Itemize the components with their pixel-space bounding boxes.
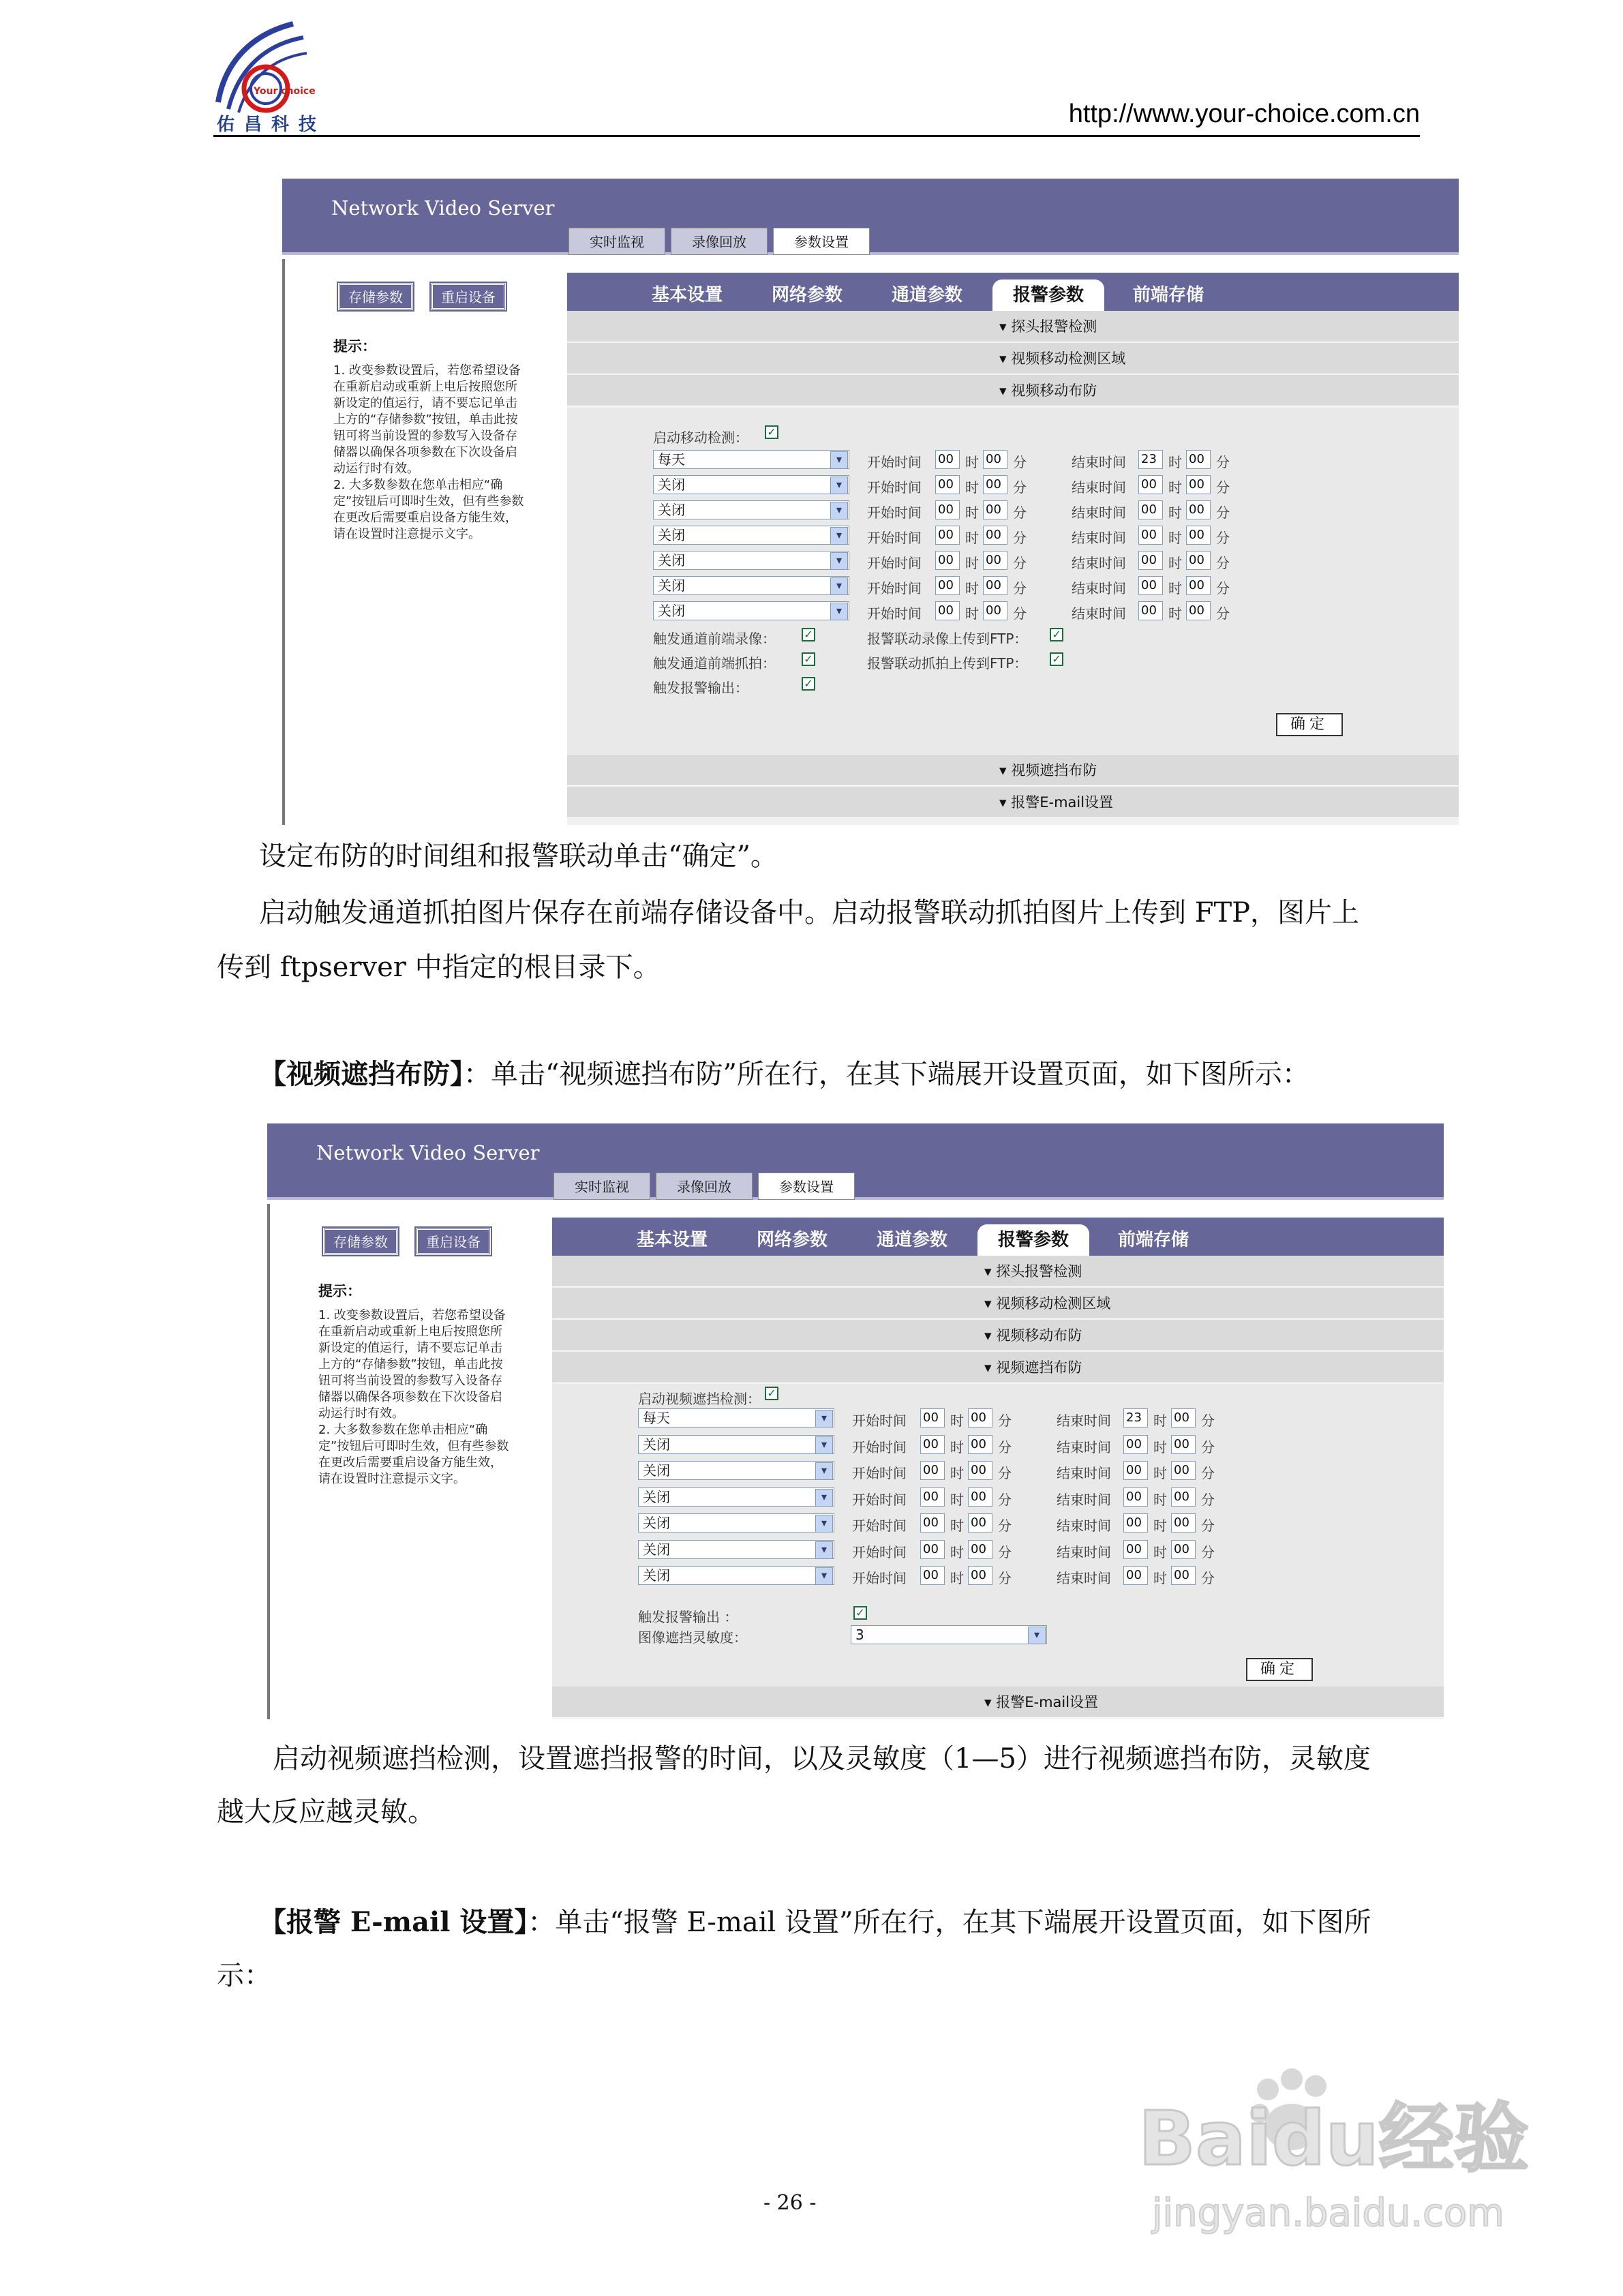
end-time-label: 结束时间 xyxy=(1072,580,1126,596)
ok-button[interactable]: 确定 xyxy=(1276,713,1343,736)
top-tabs xyxy=(568,228,870,255)
minute-unit: 分 xyxy=(998,1413,1012,1429)
reboot-button[interactable]: 重启设备 xyxy=(416,1228,491,1255)
minute-unit: 分 xyxy=(1201,1413,1215,1429)
start-time-label: 开始时间 xyxy=(852,1465,907,1481)
end-time-label: 结束时间 xyxy=(1057,1570,1111,1586)
accordion-email[interactable]: ▾ 报警E-mail设置 xyxy=(567,787,1459,818)
enable-motion-checkbox[interactable]: ✓ xyxy=(765,425,778,439)
minute-unit: 分 xyxy=(1216,555,1230,571)
end-hour-input[interactable]: 00 xyxy=(1123,1461,1148,1480)
start-time-label: 开始时间 xyxy=(852,1491,907,1508)
section-heading-tamper xyxy=(259,1058,1309,1091)
hour-unit: 时 xyxy=(1153,1543,1167,1560)
enable-tamper-checkbox[interactable]: ✓ xyxy=(765,1387,778,1400)
screenshot-tamper-arming xyxy=(267,1123,1444,1719)
hour-unit: 时 xyxy=(950,1438,964,1455)
screenshot-motion-arming xyxy=(282,179,1459,825)
enable-motion-label: 启动移动检测： xyxy=(653,429,748,446)
minute-unit: 分 xyxy=(1201,1570,1215,1586)
tab-playback[interactable]: 录像回放 xyxy=(656,1173,753,1200)
start-hour-input[interactable]: 00 xyxy=(920,1513,945,1532)
end-hour-input[interactable]: 23 xyxy=(1138,450,1163,469)
hour-unit: 时 xyxy=(1168,530,1182,546)
end-time-label: 结束时间 xyxy=(1057,1413,1111,1429)
end-minute-input[interactable]: 00 xyxy=(1186,601,1211,620)
hour-unit: 时 xyxy=(1153,1465,1167,1481)
accordion-label: 视频遮挡布防 xyxy=(1011,762,1097,779)
end-time-label: 结束时间 xyxy=(1057,1543,1111,1560)
accordion-label: 探头报警检测 xyxy=(996,1263,1082,1280)
end-minute-input[interactable]: 00 xyxy=(1171,1513,1196,1532)
hour-unit: 时 xyxy=(1168,504,1182,521)
nav-channel[interactable]: 通道参数 xyxy=(892,285,963,305)
start-minute-input[interactable]: 00 xyxy=(983,500,1007,519)
end-time-label: 结束时间 xyxy=(1057,1491,1111,1508)
start-time-label: 开始时间 xyxy=(867,605,922,622)
minute-unit: 分 xyxy=(1013,454,1027,470)
start-time-label: 开始时间 xyxy=(867,479,922,496)
end-minute-input[interactable]: 00 xyxy=(1186,500,1211,519)
end-minute-input[interactable]: 00 xyxy=(1186,526,1211,545)
hour-unit: 时 xyxy=(950,1491,964,1508)
minute-unit: 分 xyxy=(1201,1491,1215,1508)
header-divider xyxy=(213,135,1420,137)
accordion-tamper-arming[interactable]: ▾ 视频遮挡布防 xyxy=(567,755,1459,786)
minute-unit: 分 xyxy=(1013,580,1027,596)
start-minute-input[interactable]: 00 xyxy=(968,1408,992,1428)
hour-unit: 时 xyxy=(1168,555,1182,571)
hour-unit: 时 xyxy=(965,504,979,521)
nav-storage[interactable]: 前端存储 xyxy=(1133,285,1204,305)
start-minute-input[interactable]: 00 xyxy=(983,551,1007,570)
end-minute-input[interactable]: 00 xyxy=(1171,1540,1196,1559)
start-time-label: 开始时间 xyxy=(852,1517,907,1534)
company-name: 佑昌科技 xyxy=(217,115,327,135)
day-select[interactable]: 关闭 ▾ xyxy=(638,1461,834,1480)
heading-rest: ：单击“视频遮挡布防”所在行，在其下端展开设置页面，如下图所示： xyxy=(464,1059,1309,1090)
app-header xyxy=(282,179,1459,255)
hour-unit: 时 xyxy=(1153,1413,1167,1429)
start-hour-input[interactable]: 00 xyxy=(935,450,960,469)
nav-bar xyxy=(552,1218,1444,1256)
heading-bold: 【视频遮挡布防】 xyxy=(259,1058,464,1090)
sensitivity-label: 图像遮挡灵敏度： xyxy=(638,1629,747,1646)
tab-settings[interactable]: 参数设置 xyxy=(758,1173,855,1200)
nav-storage[interactable]: 前端存储 xyxy=(1118,1230,1189,1250)
nav-network[interactable]: 网络参数 xyxy=(772,285,843,305)
start-minute-input[interactable]: 00 xyxy=(968,1540,992,1559)
day-select[interactable]: 关闭 ▾ xyxy=(653,551,849,570)
end-minute-input[interactable]: 00 xyxy=(1171,1566,1196,1585)
end-hour-input[interactable]: 23 xyxy=(1123,1408,1148,1428)
hour-unit: 时 xyxy=(965,479,979,496)
ok-button[interactable]: 确定 xyxy=(1246,1658,1313,1681)
link-right-checkbox[interactable]: ✓ xyxy=(1050,652,1063,666)
hour-unit: 时 xyxy=(950,1570,964,1586)
minute-unit: 分 xyxy=(1013,530,1027,546)
minute-unit: 分 xyxy=(1013,479,1027,496)
start-hour-input[interactable]: 00 xyxy=(920,1435,945,1454)
nav-alarm[interactable]: 报警参数 xyxy=(992,280,1104,311)
heading-bold: 【报警 E-mail 设置】 xyxy=(259,1906,528,1938)
end-minute-input[interactable]: 00 xyxy=(1171,1435,1196,1454)
minute-unit: 分 xyxy=(1201,1517,1215,1534)
day-select[interactable]: 每天 ▾ xyxy=(638,1408,834,1428)
hour-unit: 时 xyxy=(1153,1517,1167,1534)
link-right-checkbox[interactable]: ✓ xyxy=(1050,628,1063,641)
action-buttons xyxy=(323,1228,491,1255)
tab-playback[interactable]: 录像回放 xyxy=(671,228,768,255)
end-hour-input[interactable]: 00 xyxy=(1123,1435,1148,1454)
minute-unit: 分 xyxy=(1201,1465,1215,1481)
tip-title: 提示： xyxy=(333,338,376,354)
end-hour-input[interactable]: 00 xyxy=(1138,500,1163,519)
left-border xyxy=(267,1204,270,1719)
minute-unit: 分 xyxy=(1201,1543,1215,1560)
accordion-label: 视频移动检测区域 xyxy=(996,1295,1111,1312)
accordion-motion-arming[interactable]: ▾ 视频移动布防 xyxy=(567,375,1459,406)
reboot-button[interactable]: 重启设备 xyxy=(431,283,506,310)
minute-unit: 分 xyxy=(1216,504,1230,521)
tab-live-view[interactable]: 实时监视 xyxy=(568,228,665,255)
settings-panel xyxy=(552,1218,1444,1719)
end-hour-input[interactable]: 00 xyxy=(1123,1487,1148,1507)
end-time-label: 结束时间 xyxy=(1072,479,1126,496)
link-left-checkbox[interactable]: ✓ xyxy=(802,652,815,666)
day-select[interactable]: 关闭 ▾ xyxy=(653,526,849,545)
hour-unit: 时 xyxy=(1168,454,1182,470)
accordion-label: 报警E-mail设置 xyxy=(996,1694,1099,1710)
minute-unit: 分 xyxy=(998,1543,1012,1560)
accordion-motion-area[interactable]: ▾ 视频移动检测区域 xyxy=(567,343,1459,374)
start-hour-input[interactable]: 00 xyxy=(935,500,960,519)
hour-unit: 时 xyxy=(1153,1570,1167,1586)
start-time-label: 开始时间 xyxy=(852,1438,907,1455)
end-time-label: 结束时间 xyxy=(1057,1517,1111,1534)
header-url[interactable]: http://www.your-choice.com.cn xyxy=(1068,100,1420,128)
app-header xyxy=(267,1123,1444,1200)
end-hour-input[interactable]: 00 xyxy=(1123,1566,1148,1585)
link-right-label: 报警联动录像上传到FTP： xyxy=(867,631,1028,647)
end-hour-input[interactable]: 00 xyxy=(1138,601,1163,620)
end-time-label: 结束时间 xyxy=(1072,605,1126,622)
start-hour-input[interactable]: 00 xyxy=(935,601,960,620)
day-select[interactable]: 关闭 ▾ xyxy=(653,500,849,519)
accordion-motion-arming[interactable]: ▾ 视频移动布防 xyxy=(552,1320,1444,1351)
alarm-output-label: 触发报警输出 ： xyxy=(638,1609,738,1625)
start-minute-input[interactable]: 00 xyxy=(968,1566,992,1585)
start-minute-input[interactable]: 00 xyxy=(983,576,1007,595)
day-select[interactable]: 关闭 ▾ xyxy=(638,1540,834,1559)
enable-tamper-label: 启动视频遮挡检测： xyxy=(638,1391,761,1407)
end-time-label: 结束时间 xyxy=(1072,454,1126,470)
hour-unit: 时 xyxy=(965,580,979,596)
start-minute-input[interactable]: 00 xyxy=(983,601,1007,620)
end-hour-input[interactable]: 00 xyxy=(1138,475,1163,494)
link-left-checkbox[interactable]: ✓ xyxy=(802,677,815,691)
save-params-button[interactable]: 存储参数 xyxy=(338,283,413,310)
day-select[interactable]: 关闭 ▾ xyxy=(653,601,849,620)
end-hour-input[interactable]: 00 xyxy=(1138,576,1163,595)
day-select[interactable]: 关闭 ▾ xyxy=(638,1487,834,1507)
start-minute-input[interactable]: 00 xyxy=(968,1513,992,1532)
end-hour-input[interactable]: 00 xyxy=(1138,551,1163,570)
start-time-label: 开始时间 xyxy=(852,1413,907,1429)
accordion-label: 视频移动布防 xyxy=(1011,382,1097,399)
section-heading-email xyxy=(259,1906,1371,1939)
start-hour-input[interactable]: 00 xyxy=(935,576,960,595)
nav-network[interactable]: 网络参数 xyxy=(757,1230,828,1250)
watermark-brand: Baidu经验 xyxy=(1138,2095,1529,2182)
app-title: Network Video Server xyxy=(316,1141,540,1164)
link-left-label: 触发通道前端抓拍： xyxy=(653,655,776,671)
start-time-label: 开始时间 xyxy=(867,454,922,470)
accordion-probe-alarm[interactable]: ▾ 探头报警检测 xyxy=(567,311,1459,342)
hour-unit: 时 xyxy=(950,1517,964,1534)
tamper-arming-form xyxy=(552,1384,1444,1687)
baidu-watermark xyxy=(1125,2052,1541,2256)
day-select[interactable]: 每天 ▾ xyxy=(653,450,849,469)
day-select[interactable]: 关闭 ▾ xyxy=(638,1513,834,1532)
end-time-label: 结束时间 xyxy=(1057,1438,1111,1455)
start-hour-input[interactable]: 00 xyxy=(920,1408,945,1428)
paragraph: 设定布防的时间组和报警联动单击“确定”。 xyxy=(259,841,778,872)
minute-unit: 分 xyxy=(1201,1438,1215,1455)
hour-unit: 时 xyxy=(1168,479,1182,496)
start-hour-input[interactable]: 00 xyxy=(920,1566,945,1585)
app-title: Network Video Server xyxy=(331,196,555,220)
start-minute-input[interactable]: 00 xyxy=(968,1487,992,1507)
end-hour-input[interactable]: 00 xyxy=(1123,1540,1148,1559)
hour-unit: 时 xyxy=(950,1543,964,1560)
paragraph: 示： xyxy=(217,1960,271,1991)
hour-unit: 时 xyxy=(1168,580,1182,596)
start-hour-input[interactable]: 00 xyxy=(935,526,960,545)
alarm-output-checkbox[interactable]: ✓ xyxy=(853,1606,867,1620)
tab-settings[interactable]: 参数设置 xyxy=(773,228,870,255)
day-select[interactable]: 关闭 ▾ xyxy=(653,576,849,595)
minute-unit: 分 xyxy=(1216,580,1230,596)
start-minute-input[interactable]: 00 xyxy=(983,450,1007,469)
nav-basic[interactable]: 基本设置 xyxy=(652,285,723,305)
start-time-label: 开始时间 xyxy=(867,580,922,596)
tab-live-view[interactable]: 实时监视 xyxy=(553,1173,650,1200)
save-params-button[interactable]: 存储参数 xyxy=(323,1228,398,1255)
start-hour-input[interactable]: 00 xyxy=(935,475,960,494)
start-hour-input[interactable]: 00 xyxy=(920,1487,945,1507)
start-minute-input[interactable]: 00 xyxy=(983,475,1007,494)
watermark-url: jingyan.baidu.com xyxy=(1152,2191,1504,2235)
end-hour-input[interactable]: 00 xyxy=(1123,1513,1148,1532)
sensitivity-select[interactable]: 3 ▾ xyxy=(851,1625,1047,1644)
minute-unit: 分 xyxy=(1013,605,1027,622)
hour-unit: 时 xyxy=(965,555,979,571)
start-minute-input[interactable]: 00 xyxy=(968,1461,992,1480)
paragraph: 启动视频遮挡检测，设置遮挡报警的时间，以及灵敏度（1—5）进行视频遮挡布防，灵敏度 xyxy=(273,1743,1371,1774)
end-minute-input[interactable]: 00 xyxy=(1171,1408,1196,1428)
accordion-motion-area[interactable]: ▾ 视频移动检测区域 xyxy=(552,1288,1444,1319)
paragraph: 越大反应越灵敏。 xyxy=(217,1796,435,1828)
end-time-label: 结束时间 xyxy=(1072,555,1126,571)
hour-unit: 时 xyxy=(1168,605,1182,622)
tip-title: 提示： xyxy=(318,1283,361,1299)
nav-bar xyxy=(567,273,1459,311)
end-time-label: 结束时间 xyxy=(1072,504,1126,521)
logo-text: Your choice xyxy=(254,86,316,97)
tip-text: 1. 改变参数设置后，若您希望设备在重新启动或重新上电后按照您所新设定的值运行，请不要忘记单击上方的“存储参数”按钮，单击此按钮可将当前设置的参数写入设备存储器以确保各项参数在下次设备启动运行时有效。 2. 大多数参数在您单击相应“确定”按钮后可即时生效，但有些参数在更改后需要重启设备方能生效，请在设置时注意提示文字。 xyxy=(318,1308,509,1486)
nav-basic[interactable]: 基本设置 xyxy=(637,1230,708,1250)
start-time-label: 开始时间 xyxy=(867,504,922,521)
accordion-tamper-arming[interactable]: ▾ 视频遮挡布防 xyxy=(552,1352,1444,1383)
hour-unit: 时 xyxy=(965,454,979,470)
page-number: - 26 - xyxy=(763,2191,817,2215)
left-border xyxy=(282,259,285,825)
heading-rest: ：单击“报警 E-mail 设置”所在行，在其下端展开设置页面，如下图所 xyxy=(528,1907,1371,1938)
end-minute-input[interactable]: 00 xyxy=(1171,1487,1196,1507)
nav-alarm[interactable]: 报警参数 xyxy=(977,1224,1089,1256)
minute-unit: 分 xyxy=(1216,530,1230,546)
end-minute-input[interactable]: 00 xyxy=(1186,450,1211,469)
link-left-checkbox[interactable]: ✓ xyxy=(802,628,815,641)
settings-panel xyxy=(567,273,1459,825)
end-minute-input[interactable]: 00 xyxy=(1186,576,1211,595)
hour-unit: 时 xyxy=(965,530,979,546)
minute-unit: 分 xyxy=(1216,454,1230,470)
accordion-label: 视频移动检测区域 xyxy=(1011,350,1126,367)
minute-unit: 分 xyxy=(998,1465,1012,1481)
motion-arming-form xyxy=(567,408,1459,754)
start-minute-input[interactable]: 00 xyxy=(968,1435,992,1454)
start-minute-input[interactable]: 00 xyxy=(983,526,1007,545)
end-hour-input[interactable]: 00 xyxy=(1138,526,1163,545)
minute-unit: 分 xyxy=(1013,504,1027,521)
start-hour-input[interactable]: 00 xyxy=(935,551,960,570)
accordion-email[interactable]: ▾ 报警E-mail设置 xyxy=(552,1687,1444,1718)
link-left-label: 触发通道前端录像： xyxy=(653,631,776,647)
end-minute-input[interactable]: 00 xyxy=(1171,1461,1196,1480)
start-hour-input[interactable]: 00 xyxy=(920,1461,945,1480)
day-select[interactable]: 关闭 ▾ xyxy=(638,1435,834,1454)
minute-unit: 分 xyxy=(998,1491,1012,1508)
action-buttons xyxy=(338,283,506,310)
start-hour-input[interactable]: 00 xyxy=(920,1540,945,1559)
tip-text: 1. 改变参数设置后，若您希望设备在重新启动或重新上电后按照您所新设定的值运行，请不要忘记单击上方的“存储参数”按钮，单击此按钮可将当前设置的参数写入设备存储器以确保各项参数在下次设备启动运行时有效。 2. 大多数参数在您单击相应“确定”按钮后可即时生效，但有些参数在更改后需要重启设备方能生效，请在设置时注意提示文字。 xyxy=(333,363,524,541)
start-time-label: 开始时间 xyxy=(867,555,922,571)
nav-channel[interactable]: 通道参数 xyxy=(877,1230,948,1250)
top-tabs xyxy=(553,1173,855,1200)
hour-unit: 时 xyxy=(1153,1438,1167,1455)
paragraph: 传到 ftpserver 中指定的根目录下。 xyxy=(217,952,661,983)
end-time-label: 结束时间 xyxy=(1072,530,1126,546)
end-minute-input[interactable]: 00 xyxy=(1186,475,1211,494)
minute-unit: 分 xyxy=(998,1517,1012,1534)
minute-unit: 分 xyxy=(998,1570,1012,1586)
hour-unit: 时 xyxy=(965,605,979,622)
day-select[interactable]: 关闭 ▾ xyxy=(638,1566,834,1585)
link-left-label: 触发报警输出： xyxy=(653,680,748,696)
start-time-label: 开始时间 xyxy=(852,1570,907,1586)
hour-unit: 时 xyxy=(1153,1491,1167,1508)
end-time-label: 结束时间 xyxy=(1057,1465,1111,1481)
accordion-label: 报警E-mail设置 xyxy=(1011,794,1114,811)
link-right-label: 报警联动抓拍上传到FTP： xyxy=(867,655,1028,671)
minute-unit: 分 xyxy=(998,1438,1012,1455)
hour-unit: 时 xyxy=(950,1413,964,1429)
start-time-label: 开始时间 xyxy=(867,530,922,546)
end-minute-input[interactable]: 00 xyxy=(1186,551,1211,570)
accordion-probe-alarm[interactable]: ▾ 探头报警检测 xyxy=(552,1256,1444,1287)
accordion-label: 视频遮挡布防 xyxy=(996,1359,1082,1376)
paragraph: 启动触发通道抓拍图片保存在前端存储设备中。启动报警联动抓拍图片上传到 FTP，图片上 xyxy=(259,897,1360,928)
accordion-label: 视频移动布防 xyxy=(996,1327,1082,1344)
start-time-label: 开始时间 xyxy=(852,1543,907,1560)
minute-unit: 分 xyxy=(1013,555,1027,571)
minute-unit: 分 xyxy=(1216,479,1230,496)
minute-unit: 分 xyxy=(1216,605,1230,622)
accordion-label: 探头报警检测 xyxy=(1011,318,1097,335)
day-select[interactable]: 关闭 ▾ xyxy=(653,475,849,494)
hour-unit: 时 xyxy=(950,1465,964,1481)
